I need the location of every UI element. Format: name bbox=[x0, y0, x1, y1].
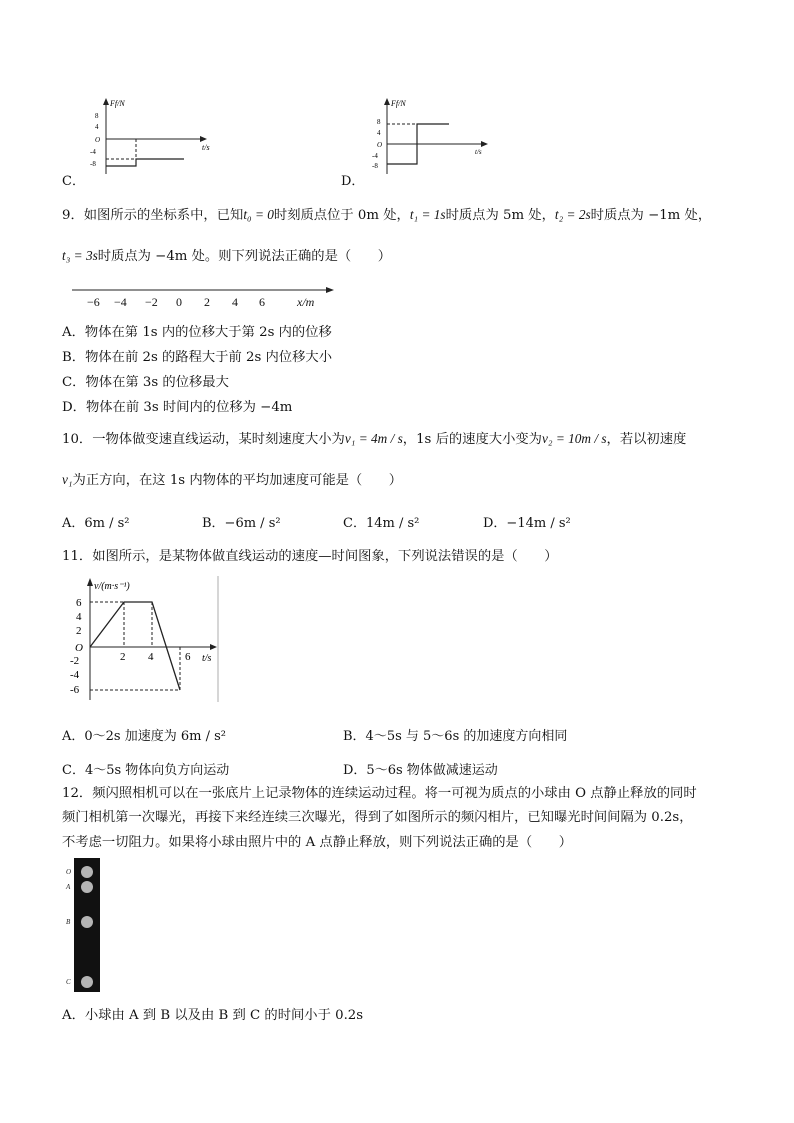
y-tick: O bbox=[75, 642, 83, 654]
tick: 8 bbox=[95, 112, 99, 120]
y-tick: -2 bbox=[70, 655, 80, 667]
axis-tick-label: 2 bbox=[204, 295, 210, 309]
axis-tick-label: −4 bbox=[114, 295, 127, 309]
q11-velocity-graph bbox=[68, 574, 223, 704]
ball-o bbox=[81, 866, 93, 878]
y-tick: -4 bbox=[70, 669, 80, 681]
y-tick: 4 bbox=[76, 611, 82, 623]
y-label: v/(m·s⁻¹) bbox=[94, 581, 130, 592]
tick: -8 bbox=[372, 162, 378, 170]
y-label: Ff/N bbox=[110, 99, 125, 108]
axis-tick-label: −2 bbox=[145, 295, 158, 309]
tick: 4 bbox=[377, 129, 381, 137]
x-label: t/s bbox=[475, 148, 482, 156]
ball-c bbox=[81, 976, 93, 988]
tick: -4 bbox=[90, 148, 96, 156]
q11-stem: 11．如图所示，是某物体做直线运动的速度—时间图象，下列说法错误的是（ ） bbox=[62, 549, 558, 564]
q9-option-c[interactable]: C．物体在第 3s 的位移最大 bbox=[62, 375, 229, 390]
q10-option-d[interactable]: D．−14m / s² bbox=[483, 516, 571, 531]
q10-option-b[interactable]: B．−6m / s² bbox=[202, 516, 281, 531]
q12-option-a[interactable]: A．小球由 A 到 B 以及由 B 到 C 的时间小于 0.2s bbox=[62, 1008, 364, 1023]
x-tick: 2 bbox=[120, 651, 126, 663]
q10-stem-line2: v₁为正方向，在这 1s 内物体的平均加速度可能是（ ） bbox=[62, 472, 403, 488]
tick: 4 bbox=[95, 123, 99, 131]
label-b: B bbox=[66, 918, 71, 926]
q11-option-d[interactable]: D．5～6s 物体做减速运动 bbox=[343, 763, 498, 778]
q10-option-a[interactable]: A．6m / s² bbox=[62, 516, 130, 531]
q11-option-a[interactable]: A．0～2s 加速度为 6m / s² bbox=[62, 729, 226, 744]
option-c-label: C． bbox=[62, 174, 85, 189]
axis-tick-label: 0 bbox=[176, 295, 182, 309]
axis-label: x/m bbox=[297, 295, 315, 309]
q11-option-b[interactable]: B．4～5s 与 5～6s 的加速度方向相同 bbox=[343, 729, 568, 744]
ball-a bbox=[81, 881, 93, 893]
y-tick: -6 bbox=[70, 684, 80, 696]
q12-stem-line1: 12．频闪照相机可以在一张底片上记录物体的连续运动过程。将一可视为质点的小球由 O 点静止释放的同时 bbox=[62, 786, 697, 801]
axis-tick-label: −6 bbox=[87, 295, 100, 309]
q10-option-c[interactable]: C．14m / s² bbox=[343, 516, 420, 531]
q9-option-b[interactable]: B．物体在前 2s 的路程大于前 2s 内位移大小 bbox=[62, 350, 332, 365]
label-a: A bbox=[66, 883, 71, 891]
q9-option-a[interactable]: A．物体在第 1s 内的位移大于第 2s 内的位移 bbox=[62, 325, 332, 340]
axis-tick-label: 6 bbox=[259, 295, 265, 309]
x-label: t/s bbox=[202, 653, 212, 664]
graph-option-c bbox=[84, 96, 214, 176]
y-tick: 2 bbox=[76, 625, 82, 637]
graph-option-d bbox=[363, 96, 503, 176]
tick: O bbox=[377, 141, 383, 149]
label-c: C bbox=[66, 978, 71, 986]
x-tick: 6 bbox=[185, 651, 191, 663]
label-o: O bbox=[66, 868, 72, 876]
q9-option-d[interactable]: D．物体在前 3s 时间内的位移为 −4m bbox=[62, 400, 293, 415]
ball-b bbox=[81, 916, 93, 928]
q12-strobe-photo bbox=[62, 858, 102, 992]
axis-tick-label: 4 bbox=[232, 295, 238, 309]
x-label: t/s bbox=[202, 143, 210, 152]
option-d-label: D． bbox=[341, 174, 365, 189]
q11-option-c[interactable]: C．4～5s 物体向负方向运动 bbox=[62, 763, 230, 778]
y-label: Ff/N bbox=[391, 99, 406, 108]
tick: O bbox=[95, 136, 101, 144]
tick: -8 bbox=[90, 160, 96, 168]
x-tick: 4 bbox=[148, 651, 154, 663]
q12-stem-line2: 频门相机第一次曝光，再接下来经连续三次曝光，得到了如图所示的频闪相片，已知曝光时间间隔为 0.2s， bbox=[62, 810, 693, 825]
y-tick: 6 bbox=[76, 597, 82, 609]
q10-stem-line1: 10．一物体做变速直线运动，某时刻速度大小为v₁ = 4m / s，1s 后的速度大小变为v₂ = 10m / s，若以初速度 bbox=[62, 431, 687, 447]
tick: -4 bbox=[372, 152, 378, 160]
tick: 8 bbox=[377, 118, 381, 126]
q12-stem-line3: 不考虑一切阻力。如果将小球由照片中的 A 点静止释放，则下列说法正确的是（ ） bbox=[62, 835, 573, 850]
q9-stem-line1: 9．如图所示的坐标系中，已知t₀ = 0时刻质点位于 0m 处，t₁ = 1s时质点为 5m 处，t₂ = 2s时质点为 −1m 处， bbox=[62, 207, 712, 223]
q9-stem-line2: t₃ = 3s时质点为 −4m 处。则下列说法正确的是（ ） bbox=[62, 248, 392, 264]
